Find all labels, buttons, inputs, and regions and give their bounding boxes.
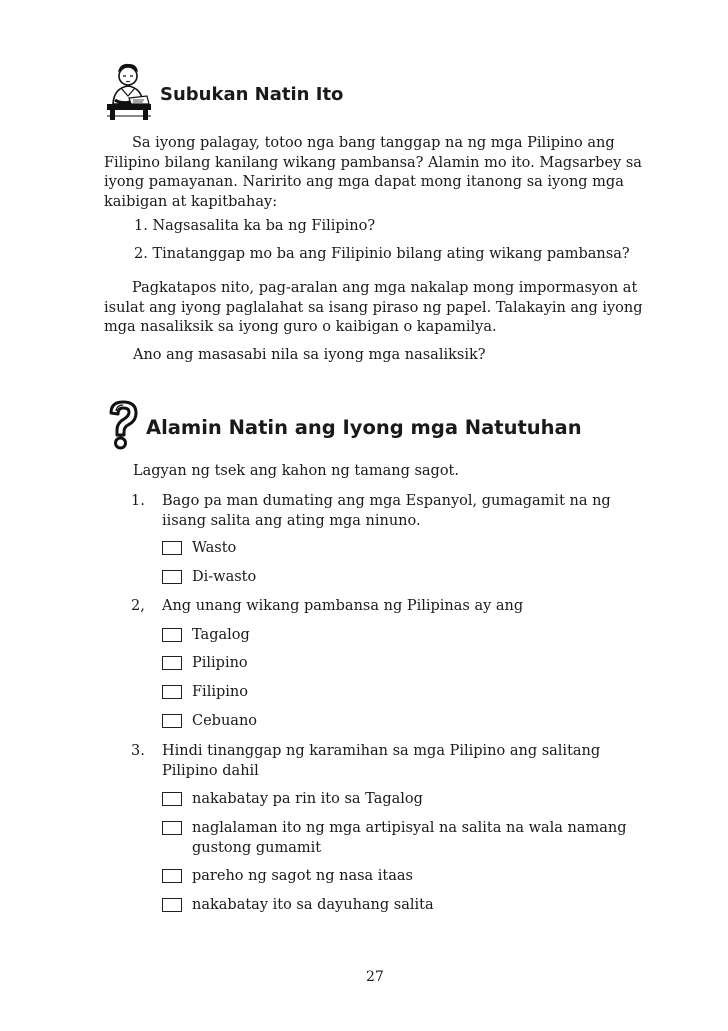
question-text: Hindi tinanggap ng karamihan sa mga Pilipino ang salitang Pilipino dahil	[162, 743, 601, 779]
question-text: Ang unang wikang pambansa ng Pilipinas ay ang	[162, 598, 524, 614]
option-label: Filipino	[192, 684, 248, 700]
checkbox[interactable]	[162, 685, 182, 699]
person-writing-icon	[103, 60, 155, 122]
checkbox[interactable]	[162, 869, 182, 883]
option-label: pareho ng sagot ng nasa itaas	[192, 868, 413, 884]
checkbox[interactable]	[162, 714, 182, 728]
question-number: 1.	[131, 493, 145, 509]
option-label: nakabatay ito sa dayuhang salita	[192, 897, 434, 913]
paragraph-instructions: Pagkatapos nito, pag-aralan ang mga nakalap mong impormasyon at isulat ang iyong paglalahat sa isang piraso ng papel. Talakayin ang iyong mga nasaliksik sa iyong guro o kaibigan o kapamilya.	[104, 280, 643, 336]
instruction-text: Lagyan ng tsek ang kahon ng tamang sagot.	[133, 463, 459, 479]
option-label: Wasto	[192, 540, 237, 556]
question-number: 2,	[131, 598, 145, 614]
paragraph-question: Ano ang masasabi nila sa iyong mga nasaliksik?	[133, 347, 486, 363]
question-number: 3.	[131, 743, 145, 759]
question-text: Bago pa man dumating ang mga Espanyol, gumagamit na ng iisang salita ang ating mga ninuno.	[162, 493, 611, 529]
option-label: naglalaman ito ng mga artipisyal na salita na wala namang gustong gumamit	[192, 820, 627, 856]
checkbox[interactable]	[162, 570, 182, 584]
paragraph-survey-intro: Sa iyong palagay, totoo nga bang tanggap na ng mga Pilipino ang Filipino bilang kanilang wikang pambansa? Alamin mo ito. Magsarbey sa iyong pamayanan. Naririto ang mga dapat mong itanong sa iyong mga kaibigan at kapitbahay:	[104, 135, 642, 210]
option-label: nakabatay pa rin ito sa Tagalog	[192, 791, 423, 807]
checkbox[interactable]	[162, 541, 182, 555]
survey-item-2: 2. Tinatanggap mo ba ang Filipinio bilang ating wikang pambansa?	[134, 246, 630, 262]
option-label: Di-wasto	[192, 569, 257, 585]
checkbox[interactable]	[162, 656, 182, 670]
section-title-alamin: Alamin Natin ang Iyong mga Natutuhan	[146, 416, 582, 439]
question-mark-icon	[105, 399, 141, 451]
option-label: Cebuano	[192, 713, 258, 729]
checkbox[interactable]	[162, 628, 182, 642]
page-number: 27	[366, 969, 384, 985]
section-title-subukan: Subukan Natin Ito	[160, 84, 344, 105]
option-label: Tagalog	[192, 627, 250, 643]
checkbox[interactable]	[162, 792, 182, 806]
checkbox[interactable]	[162, 821, 182, 835]
checkbox[interactable]	[162, 898, 182, 912]
survey-item-1: 1. Nagsasalita ka ba ng Filipino?	[134, 218, 376, 234]
option-label: Pilipino	[192, 655, 248, 671]
